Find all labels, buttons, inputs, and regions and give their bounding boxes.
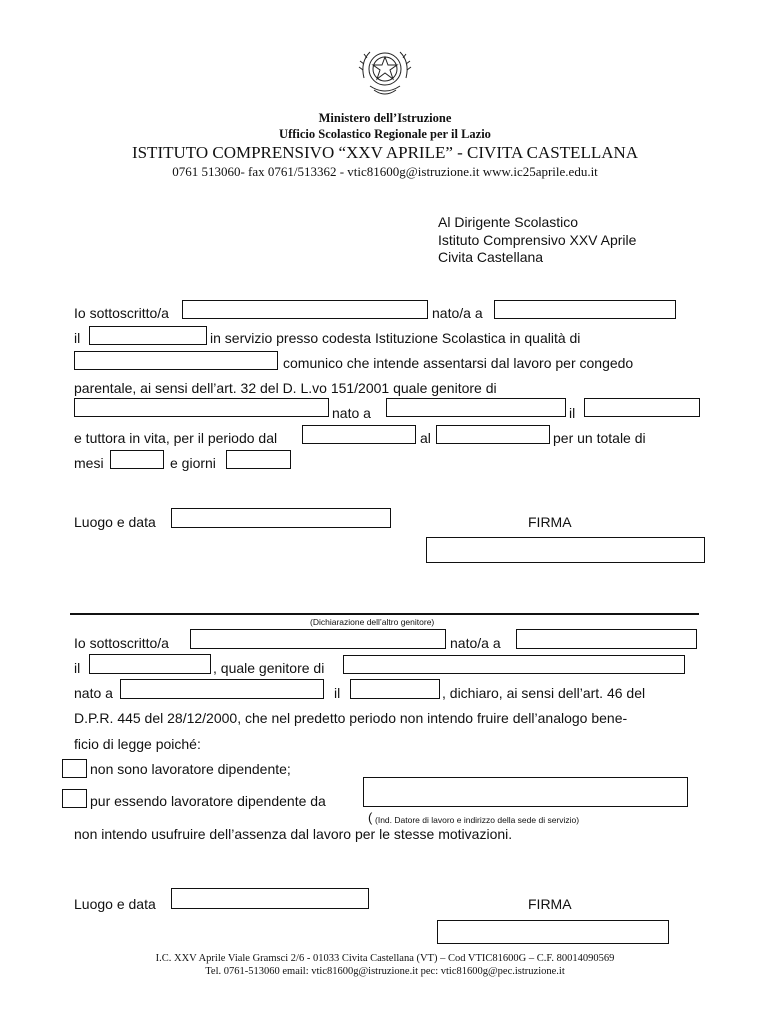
s1-giorni-label: e giorni (170, 455, 216, 471)
italian-republic-emblem-icon (356, 40, 414, 100)
s2-figlio-nato-a-field[interactable] (120, 679, 324, 699)
s2-dichiaro-text: , dichiaro, ai sensi dell’art. 46 del (442, 685, 646, 701)
s1-al-label: al (420, 430, 431, 446)
s1-comunico-text: comunico che intende assentarsi dal lavoro per congedo (283, 355, 634, 371)
office-title: Ufficio Scolastico Regionale per il Lazio (279, 127, 491, 141)
s2-caption: (Dichiarazione dell’altro genitore) (310, 617, 435, 627)
option-non-dipendente-checkbox[interactable] (62, 759, 87, 778)
s2-figlio-il-field[interactable] (350, 679, 440, 699)
s1-giorni-field[interactable] (226, 450, 291, 469)
s1-firma-label: FIRMA (528, 514, 572, 530)
s2-paren: ( (368, 810, 373, 825)
s2-nato-a-label: nato a (74, 685, 113, 701)
s1-figlio-nato-a-field[interactable] (386, 398, 566, 417)
s1-mesi-field[interactable] (110, 450, 164, 469)
s1-servizio-text: in servizio presso codesta Istituzione Scolastica in qualità di (210, 330, 581, 346)
recipient-line-3: Civita Castellana (438, 249, 544, 265)
s2-nato-a-field[interactable] (516, 629, 697, 649)
s2-genitore-label: , quale genitore di (213, 660, 325, 676)
recipient-line-2: Istituto Comprensivo XXV Aprile (438, 232, 637, 248)
s2-ficio-text: ficio di legge poiché: (74, 736, 201, 752)
option-dipendente-label: pur essendo lavoratore dipendente da (90, 793, 326, 809)
s2-il-field[interactable] (89, 654, 211, 674)
school-contacts: 0761 513060- fax 0761/513362 - vtic81600g@istruzione.it www.ic25aprile.edu.it (172, 164, 598, 179)
s2-il2-label: il (334, 685, 341, 701)
section-divider (70, 613, 699, 615)
s2-luogo-label: Luogo e data (74, 896, 156, 912)
s1-sottoscritto-field[interactable] (182, 300, 428, 319)
s2-datore-field[interactable] (363, 777, 688, 807)
s1-sottoscritto-label: Io sottoscritto/a (74, 305, 169, 321)
s2-firma-field[interactable] (437, 920, 669, 944)
s2-nato-label: nato/a a (450, 635, 501, 651)
footer-line-1: I.C. XXV Aprile Viale Gramsci 2/6 - 01033 Civita Castellana (VT) – Cod VTIC81600G – C.F. 80014090569 (155, 953, 615, 964)
s2-firma-label: FIRMA (528, 896, 572, 912)
s1-luogo-field[interactable] (171, 508, 391, 528)
s1-totale-text: per un totale di (553, 430, 646, 446)
ministry-title: Ministero dell’Istruzione (318, 111, 452, 125)
s1-firma-field[interactable] (426, 537, 705, 563)
s1-il2-label: il (569, 405, 576, 421)
s2-datore-caption: (Ind. Datore di lavoro e indirizzo della sede di servizio) (375, 815, 580, 825)
s1-luogo-label: Luogo e data (74, 514, 156, 530)
s1-il-field[interactable] (89, 326, 207, 345)
footer-line-2: Tel. 0761-513060 email: vtic81600g@istruzione.it pec: vtic81600g@pec.istruzione.it (205, 966, 565, 977)
s2-sottoscritto-label: Io sottoscritto/a (74, 635, 169, 651)
s1-il-label: il (74, 330, 81, 346)
s2-sottoscritto-field[interactable] (190, 629, 446, 649)
s1-nato-label: nato/a a (432, 305, 483, 321)
s1-figlio-il-field[interactable] (584, 398, 700, 417)
s1-al-field[interactable] (436, 425, 550, 444)
school-title: ISTITUTO COMPRENSIVO “XXV APRILE” - CIVITA CASTELLANA (131, 143, 639, 162)
recipient-line-1: Al Dirigente Scolastico (438, 214, 579, 230)
s1-dal-field[interactable] (302, 425, 416, 444)
s1-qualita-field[interactable] (74, 351, 278, 370)
s1-mesi-label: mesi (74, 455, 104, 471)
s2-il-label: il (74, 660, 81, 676)
s2-non-intendo-text: non intendo usufruire dell’assenza dal lavoro per le stesse motivazioni. (74, 826, 513, 842)
s1-genitore-di-field[interactable] (74, 398, 329, 417)
s2-dpr-text: D.P.R. 445 del 28/12/2000, che nel predetto periodo non intendo fruire dell’analogo bene- (74, 710, 628, 726)
s2-genitore-di-field[interactable] (343, 655, 685, 674)
s1-nato-a-field[interactable] (494, 300, 676, 319)
option-dipendente-checkbox[interactable] (62, 789, 87, 808)
s1-parentale-text: parentale, ai sensi dell’art. 32 del D. L.vo 151/2001 quale genitore di (74, 380, 497, 396)
option-non-dipendente-label: non sono lavoratore dipendente; (90, 761, 291, 777)
s1-nato-a-label: nato a (332, 405, 371, 421)
s2-luogo-field[interactable] (171, 888, 369, 909)
s1-periodo-text: e tuttora in vita, per il periodo dal (74, 430, 278, 446)
